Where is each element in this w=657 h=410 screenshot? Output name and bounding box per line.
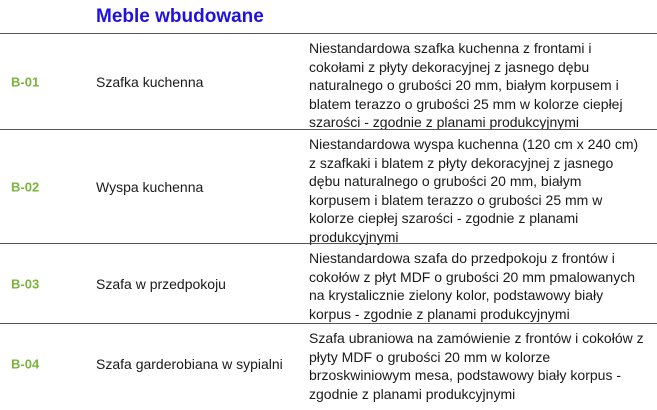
item-description: Niestandardowa wyspa kuchenna (120 cm x 240 cm) z szafkaki i blatem z płyty dekoracyjnej z jasnego dębu naturalnego o grubości 20 mm, białym korpusem i blatem terazzo o grubości 25 mm w kolorze ciepłej szarości - zgodnie z planami produkcyjnymi <box>309 136 639 245</box>
item-description: Niestandardowa szafa do przedpokoju z frontów i cokołów z płyt MDF o grubości 20 mm pmalowanych na krystalicznie zielony kolor, podstawowy biały korpus - zgodnie z planami produkcyjnymi <box>309 250 636 322</box>
page-title: Meble wbudowane <box>96 6 264 27</box>
item-code: B-03 <box>11 276 40 291</box>
furniture-table <box>0 33 657 403</box>
item-name: Szafa garderobiana w sypialni <box>96 355 283 372</box>
item-name: Szafka kuchenna <box>96 73 204 90</box>
table-row <box>0 243 657 323</box>
item-description: Szafa ubraniowa na zamówienie z frontów i cokołów z płyty MDF o grubości 20 mm w kolorze brzoskwiniowym mesa, podstawowy biały korpus - zgodnie z planami produkcyjnymi <box>309 330 644 402</box>
table-row <box>0 323 657 403</box>
item-name: Szafa w przedpokoju <box>96 275 226 292</box>
table-row <box>0 33 657 129</box>
item-code: B-04 <box>11 356 40 371</box>
table-row <box>0 129 657 243</box>
item-description: Niestandardowa szafka kuchenna z frontami i cokołami z płyty dekoracyjnej z jasnego dębu naturalnego o grubości 20 mm, białym korpusem i blatem terazzo o grubości 25 mm w kolorze ciepłej szarości - zgodnie z planami produkcyjnymi <box>309 40 623 130</box>
item-code: B-01 <box>11 74 40 89</box>
item-name: Wyspa kuchenna <box>96 178 204 195</box>
item-code: B-02 <box>11 179 40 194</box>
